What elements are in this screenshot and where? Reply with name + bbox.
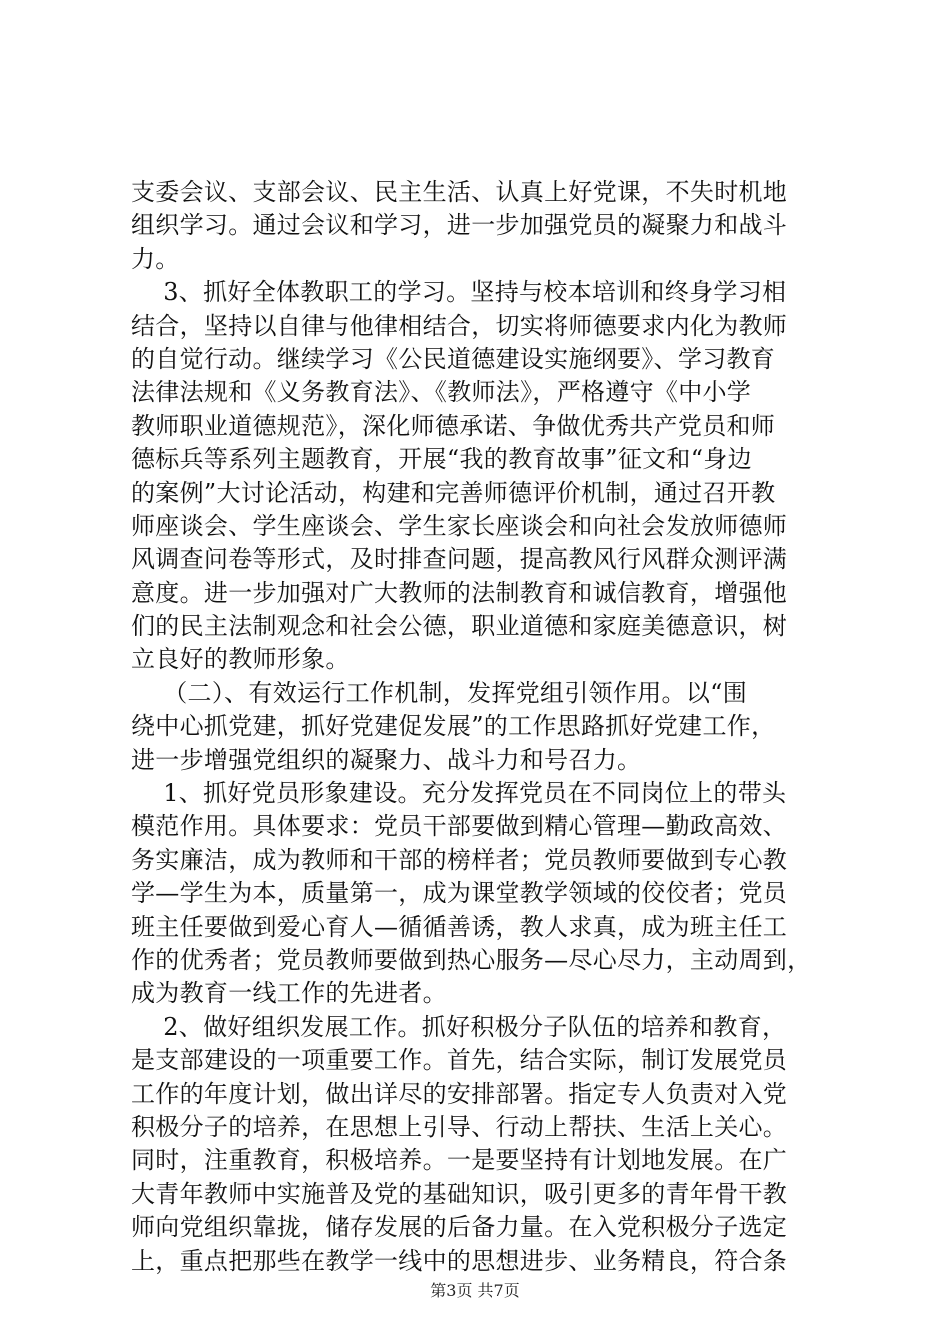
text-line: 意度。进一步加强对广大教师的法制教育和诚信教育，增强他 (131, 578, 788, 607)
text-line: 是支部建设的一项重要工作。首先，结合实际，制订发展党员 (131, 1046, 788, 1075)
text-line: 积极分子的培养，在思想上引导、行动上帮扶、生活上关心。 (131, 1112, 788, 1141)
text-line: 工作的年度计划，做出详尽的安排部署。指定专人负责对入党 (131, 1079, 788, 1108)
text-line: 上，重点把那些在教学一线中的思想进步、业务精良，符合条 (131, 1246, 788, 1275)
text-line: 1、抓好党员形象建设。充分发挥党员在不同岗位上的带头 (131, 779, 787, 808)
text-line: 作的优秀者；党员教师要做到热心服务—尽心尽力，主动周到， (131, 945, 812, 974)
text-line: 进一步增强党组织的凝聚力、战斗力和号召力。 (131, 745, 642, 774)
text-line: 们的民主法制观念和社会公德，职业道德和家庭美德意识，树 (131, 612, 788, 641)
text-line: 的自觉行动。继续学习《公民道德建设实施纲要》、学习教育 (131, 344, 776, 373)
text-line: 绕中心抓党建，抓好党建促发展”的工作思路抓好党建工作， (131, 712, 776, 741)
text-line: 班主任要做到爱心育人—循循善诱，教人求真，成为班主任工 (131, 912, 788, 941)
text-line: 师向党组织靠拢，储存发展的后备力量。在入党积极分子选定 (131, 1213, 788, 1242)
text-line: 务实廉洁，成为教师和干部的榜样者；党员教师要做到专心教 (131, 845, 788, 874)
text-line: 同时，注重教育，积极培养。一是要坚持有计划地发展。在广 (131, 1146, 788, 1175)
text-line: 3、抓好全体教职工的学习。坚持与校本培训和终身学习相 (131, 278, 787, 307)
text-line: 模范作用。具体要求：党员干部要做到精心管理—勤政高效、 (131, 812, 788, 841)
text-line: 力。 (131, 244, 180, 273)
text-line: 学—学生为本，质量第一，成为课堂教学领域的佼佼者；党员 (131, 879, 788, 908)
page-footer: 第3页 共7页 (430, 1281, 520, 1300)
text-line: 结合，坚持以自律与他律相结合，切实将师德要求内化为教师 (131, 311, 788, 340)
body-text (131, 176, 831, 1278)
text-line: 组织学习。通过会议和学习，进一步加强党员的凝聚力和战斗 (131, 211, 788, 240)
text-line: 立良好的教师形象。 (131, 645, 350, 674)
text-line: 法律法规和《义务教育法》、《教师法》，严格遵守《中小学 (131, 378, 752, 407)
text-line: 教师职业道德规范》，深化师德承诺、争做优秀共产党员和师 (131, 411, 776, 440)
text-line: （二）、有效运行工作机制，发挥党组引领作用。以“围 (131, 678, 747, 707)
text-line: 2、做好组织发展工作。抓好积极分子队伍的培养和教育， (131, 1012, 787, 1041)
text-line: 风调查问卷等形式，及时排查问题，提高教风行风群众测评满 (131, 545, 788, 574)
text-line: 师座谈会、学生座谈会、学生家长座谈会和向社会发放师德师 (131, 511, 788, 540)
text-line: 的案例”大讨论活动，构建和完善师德评价机制，通过召开教 (131, 478, 776, 507)
text-line: 大青年教师中实施普及党的基础知识，吸引更多的青年骨干教 (131, 1179, 788, 1208)
text-line: 成为教育一线工作的先进者。 (131, 979, 447, 1008)
text-line: 德标兵等系列主题教育，开展“我的教育故事”征文和“身边 (131, 445, 752, 474)
text-line: 支委会议、支部会议、民主生活、认真上好党课，不失时机地 (131, 178, 788, 206)
